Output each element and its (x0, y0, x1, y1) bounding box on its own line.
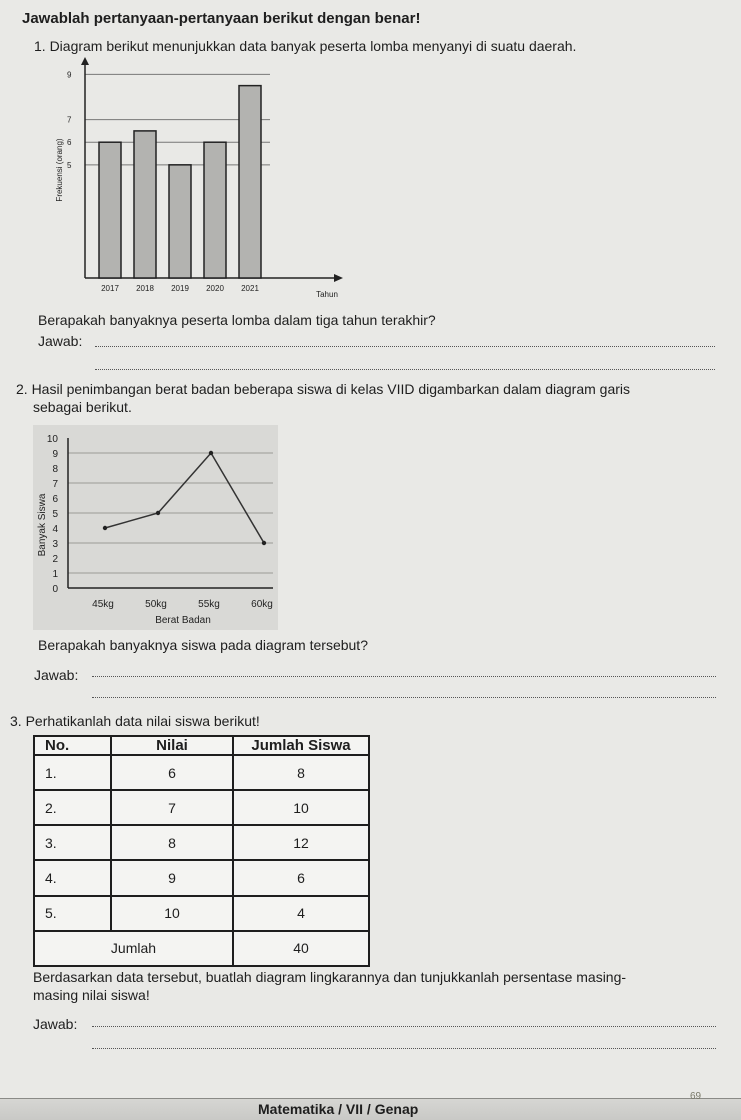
bar-chart-bar (134, 131, 156, 278)
bar-chart-y-axis-arrow (81, 57, 89, 65)
page-number: 69 (690, 1091, 702, 1102)
table-cell-no: 3. (34, 825, 111, 860)
line-chart-point (209, 451, 213, 455)
table-cell-nilai: 7 (111, 790, 233, 825)
question-2-prompt-line-2: sebagai berikut. (33, 399, 132, 415)
line-chart-ytick-label: 5 (52, 509, 58, 520)
bar-chart-xlabel: Tahun (316, 290, 338, 299)
bar-chart-ytick-label: 6 (67, 138, 72, 148)
question-3-text-line-1: Berdasarkan data tersebut, buatlah diagram lingkarannya dan tunjukkanlah persentase masing- (33, 969, 627, 985)
question-3-answer-line-2[interactable] (92, 1048, 716, 1049)
question-2-answer-line-2[interactable] (92, 697, 716, 698)
table-header-row (34, 736, 369, 755)
table-cell-jumlah-siswa: 6 (233, 860, 369, 895)
table-row (34, 860, 369, 895)
footer-subject: Matematika / VII / Genap (258, 1101, 419, 1117)
table-cell-jumlah-siswa: 4 (233, 896, 369, 931)
question-1-answer-line-1[interactable] (95, 346, 715, 347)
question-1-text: Berapakah banyaknya peserta lomba dalam tiga tahun terakhir? (38, 312, 436, 328)
table-cell-no: 5. (34, 896, 111, 931)
student-score-table (33, 735, 370, 967)
line-chart-ytick-label: 4 (52, 524, 58, 535)
bar-chart-xtick-label: 2019 (171, 284, 189, 293)
bar-chart-bar (99, 142, 121, 278)
question-2-text: Berapakah banyaknya siswa pada diagram tersebut? (38, 637, 368, 653)
line-chart-point (262, 541, 266, 545)
line-chart-point (156, 511, 160, 515)
question-3-answer-label: Jawab: (33, 1016, 78, 1032)
bar-chart-ytick-label: 5 (67, 160, 72, 170)
question-2-prompt-line-1: 2. Hasil penimbangan berat badan beberapa siswa di kelas VIID digambarkan dalam diagram garis (16, 381, 631, 397)
table-header-nilai: Nilai (111, 736, 233, 755)
line-chart-ytick-label: 7 (52, 479, 58, 490)
bar-chart-ytick-label: 9 (67, 70, 72, 80)
line-chart-xtick-label: 60kg (251, 599, 273, 610)
table-cell-jumlah-siswa: 12 (233, 825, 369, 860)
question-2-answer-line-1[interactable] (92, 676, 716, 677)
line-chart-ylabel: Banyak Siswa (37, 493, 48, 557)
table-total-value: 40 (233, 931, 369, 966)
line-chart-ytick-label: 8 (52, 464, 58, 475)
table-cell-nilai: 9 (111, 860, 233, 895)
table-header-no: No. (34, 736, 111, 755)
table-row (34, 896, 369, 931)
line-chart-point (103, 526, 107, 530)
line-chart (33, 425, 278, 630)
line-chart-ytick-label: 1 (52, 569, 58, 580)
bar-chart-xtick-label: 2020 (206, 284, 224, 293)
worksheet-heading: Jawablah pertanyaan-pertanyaan berikut dengan benar! (22, 10, 421, 27)
bar-chart-xtick-label: 2017 (101, 284, 119, 293)
bar-chart-xtick-label: 2021 (241, 284, 259, 293)
bar-chart-x-axis-arrow (334, 274, 343, 282)
bar-chart-bar (204, 142, 226, 278)
table-total-label: Jumlah (34, 931, 233, 966)
table-row (34, 755, 369, 790)
table-row (34, 790, 369, 825)
line-chart-xtick-label: 45kg (92, 599, 114, 610)
table-header-jumlah-siswa: Jumlah Siswa (233, 736, 369, 755)
table-row (34, 825, 369, 860)
table-cell-nilai: 10 (111, 896, 233, 931)
bar-chart-xtick-label: 2018 (136, 284, 154, 293)
question-1-answer-line-2[interactable] (95, 369, 715, 370)
line-chart-ytick-label: 10 (46, 434, 58, 445)
table-cell-nilai: 6 (111, 755, 233, 790)
table-cell-jumlah-siswa: 8 (233, 755, 369, 790)
table-cell-nilai: 8 (111, 825, 233, 860)
question-3-text-line-2: masing nilai siswa! (33, 987, 150, 1003)
question-3-answer-line-1[interactable] (92, 1026, 716, 1027)
line-chart-ytick-label: 2 (52, 554, 58, 565)
bar-chart-bar (239, 86, 261, 278)
line-chart-xtick-label: 50kg (145, 599, 167, 610)
table-total-row (34, 931, 369, 966)
table-cell-jumlah-siswa: 10 (233, 790, 369, 825)
line-chart-xtick-label: 55kg (198, 599, 220, 610)
question-3-prompt: 3. Perhatikanlah data nilai siswa berikut! (10, 713, 260, 729)
table-cell-no: 1. (34, 755, 111, 790)
table-cell-no: 2. (34, 790, 111, 825)
line-chart-xlabel: Berat Badan (155, 615, 211, 626)
bar-chart-ylabel: Frekuensi (orang) (55, 138, 64, 202)
line-chart-ytick-label: 9 (52, 449, 58, 460)
bar-chart-ytick-label: 7 (67, 115, 72, 125)
question-1-prompt: 1. Diagram berikut menunjukkan data banyak peserta lomba menyanyi di suatu daerah. (34, 38, 577, 54)
line-chart-ytick-label: 6 (52, 494, 58, 505)
line-chart-ytick-label: 3 (52, 539, 58, 550)
bar-chart-bar (169, 165, 191, 278)
question-1-answer-label: Jawab: (38, 333, 83, 349)
question-2-answer-label: Jawab: (34, 667, 79, 683)
bar-chart (40, 55, 360, 300)
table-cell-no: 4. (34, 860, 111, 895)
line-chart-ytick-label: 0 (52, 584, 58, 595)
